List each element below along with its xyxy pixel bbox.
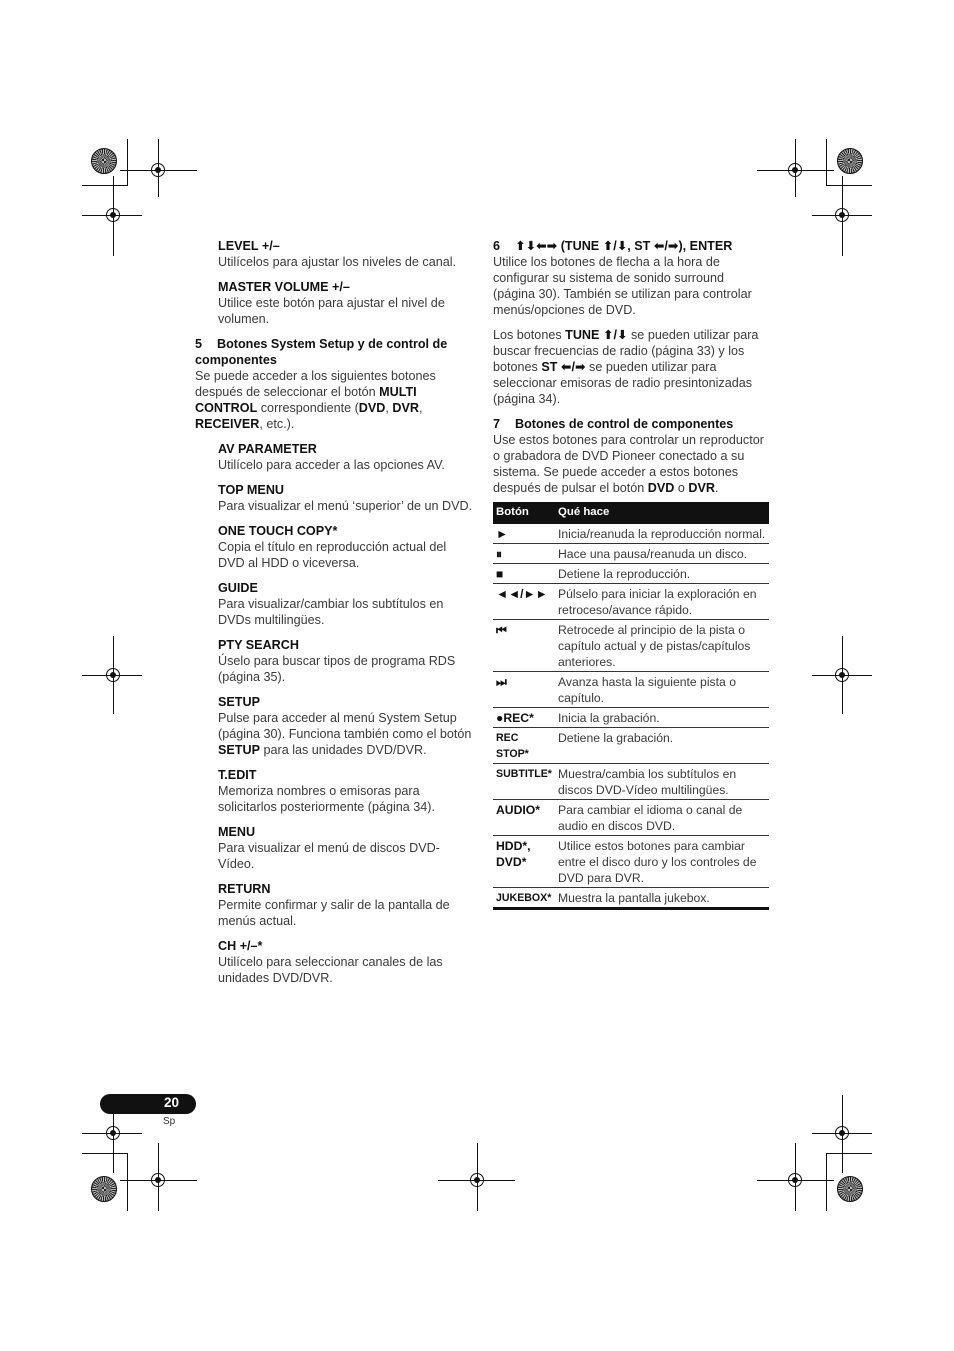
item-desc: Utilícelo para seleccionar canales de las unidades DVD/DVR. bbox=[218, 955, 443, 985]
item-desc: Utilícelos para ajustar los niveles de canal. bbox=[218, 255, 457, 269]
registration-target-icon bbox=[151, 163, 165, 177]
item-desc: Copia el título en reproducción actual del DVD al HDD o viceversa. bbox=[218, 540, 447, 570]
page-number: 20 bbox=[163, 1095, 179, 1110]
text: Use estos botones para controlar un reproductor o grabadora de DVD Pioneer conectado a su sistema. Se puede acceder a estos botones después de pulsar el botón bbox=[493, 433, 764, 495]
section-7-heading bbox=[493, 416, 769, 432]
item-desc: Para visualizar el menú de discos DVD-Vídeo. bbox=[218, 841, 440, 871]
button-key: ■ bbox=[493, 564, 555, 584]
text: o bbox=[674, 481, 689, 495]
item-level bbox=[218, 238, 473, 270]
item-title: SETUP bbox=[218, 695, 260, 709]
item-desc: Para visualizar/cambiar los subtítulos en DVDs multilingües. bbox=[218, 597, 444, 627]
button-name: TUNE ⬆/⬇ bbox=[565, 328, 628, 342]
button-name: DVD bbox=[358, 401, 386, 415]
item-title: LEVEL +/– bbox=[218, 239, 280, 253]
button-name: DVR bbox=[688, 481, 715, 495]
button-key: REC STOP* bbox=[493, 728, 555, 764]
item-title: GUIDE bbox=[218, 581, 258, 595]
button-name: ST ⬅/➡ bbox=[541, 360, 586, 374]
text: para las unidades DVD/DVR. bbox=[260, 743, 427, 757]
left-column bbox=[195, 238, 473, 995]
button-function: Detiene la reproducción. bbox=[555, 564, 769, 584]
registration-target-icon bbox=[788, 1173, 802, 1187]
button-function: Muestra la pantalla jukebox. bbox=[555, 888, 769, 909]
button-key: JUKEBOX* bbox=[493, 888, 555, 909]
item-desc bbox=[218, 710, 473, 758]
section-5-heading bbox=[195, 336, 473, 368]
table-row bbox=[493, 620, 769, 672]
button-name: MULTI CONTROL bbox=[195, 385, 417, 415]
button-key: ⏭ bbox=[493, 672, 555, 708]
button-function: Detiene la grabación. bbox=[555, 728, 769, 764]
button-key: ⏮ bbox=[493, 620, 555, 672]
registration-disc-icon bbox=[837, 1176, 863, 1202]
registration-target-icon bbox=[151, 1173, 165, 1187]
button-function: Muestra/cambia los subtítulos en discos DVD-Vídeo multilingües. bbox=[555, 764, 769, 800]
text: se pueden utilizar para buscar frecuencias de radio (página 33) y los botones bbox=[493, 328, 759, 374]
button-function: Hace una pausa/reanuda un disco. bbox=[555, 544, 769, 564]
section-6-para-1: Utilice los botones de flecha a la hora de configurar su sistema de sonido surround (página 30). También se utilizan para controlar menús/opciones de DVD. bbox=[493, 255, 752, 317]
text: correspondiente ( bbox=[257, 401, 359, 415]
button-name: DVR bbox=[392, 401, 419, 415]
button-name: RECEIVER bbox=[195, 417, 260, 431]
section-6-heading bbox=[493, 238, 769, 254]
section-6-para-2 bbox=[493, 327, 769, 407]
item-title: T.EDIT bbox=[218, 768, 257, 782]
text: , bbox=[385, 401, 393, 415]
text: se pueden utilizar para seleccionar emisoras de radio presintonizadas (página 34). bbox=[493, 360, 753, 406]
table-row bbox=[493, 584, 769, 620]
item-title: CH +/–* bbox=[218, 939, 263, 953]
button-name: SETUP bbox=[218, 743, 260, 757]
item-t-edit bbox=[218, 767, 473, 815]
item-guide bbox=[218, 580, 473, 628]
button-key: ◄◄/►► bbox=[493, 584, 555, 620]
registration-target-icon bbox=[788, 163, 802, 177]
table-header: Qué hace bbox=[555, 502, 769, 524]
item-one-touch-copy bbox=[218, 523, 473, 571]
registration-target-icon bbox=[835, 1126, 849, 1140]
item-menu bbox=[218, 824, 473, 872]
table-row bbox=[493, 764, 769, 800]
table-row bbox=[493, 800, 769, 836]
registration-target-icon bbox=[835, 208, 849, 222]
table-row bbox=[493, 524, 769, 544]
item-title: MASTER VOLUME +/– bbox=[218, 280, 350, 294]
section-title: ⬆⬇⬅➡ (TUNE ⬆/⬇, ST ⬅/➡), ENTER bbox=[515, 239, 733, 253]
right-column bbox=[493, 238, 769, 910]
table-row bbox=[493, 708, 769, 728]
text: Los botones bbox=[493, 328, 566, 342]
section-5-intro bbox=[195, 368, 473, 432]
item-ch bbox=[218, 938, 473, 986]
table-row bbox=[493, 544, 769, 564]
registration-disc-icon bbox=[91, 148, 117, 174]
section-title: Botones System Setup y de control de componentes bbox=[195, 337, 448, 367]
item-title: ONE TOUCH COPY* bbox=[218, 524, 338, 538]
item-top-menu bbox=[218, 482, 473, 514]
registration-target-icon bbox=[835, 668, 849, 682]
text: Pulse para acceder al menú System Setup (página 30). Funciona también como el botón bbox=[218, 711, 472, 741]
table-header-row bbox=[493, 502, 769, 524]
item-master-volume bbox=[218, 279, 473, 327]
button-key: ●REC* bbox=[493, 708, 555, 728]
table-row bbox=[493, 836, 769, 888]
button-key: SUBTITLE* bbox=[493, 764, 555, 800]
button-key: HDD*, DVD* bbox=[493, 836, 555, 888]
button-key: ⏸ bbox=[493, 544, 555, 564]
registration-disc-icon bbox=[91, 1176, 117, 1202]
button-function: Para cambiar el idioma o canal de audio en discos DVD. bbox=[555, 800, 769, 836]
item-pty-search bbox=[218, 637, 473, 685]
item-return bbox=[218, 881, 473, 929]
item-title: PTY SEARCH bbox=[218, 638, 299, 652]
item-desc: Utilícelo para acceder a las opciones AV. bbox=[218, 458, 445, 472]
page-number-badge bbox=[100, 1094, 196, 1114]
item-title: RETURN bbox=[218, 882, 271, 896]
section-number: 6 bbox=[493, 239, 501, 253]
button-function: Avanza hasta la siguiente pista o capítulo. bbox=[555, 672, 769, 708]
item-setup bbox=[218, 694, 473, 758]
item-desc: Permite confirmar y salir de la pantalla de menús actual. bbox=[218, 898, 450, 928]
button-function: Púlselo para iniciar la exploración en retroceso/avance rápido. bbox=[555, 584, 769, 620]
section-number: 5 bbox=[195, 337, 203, 351]
item-title: MENU bbox=[218, 825, 256, 839]
button-function: Inicia la grabación. bbox=[555, 708, 769, 728]
text: , etc.). bbox=[259, 417, 295, 431]
item-title: TOP MENU bbox=[218, 483, 285, 497]
section-number: 7 bbox=[493, 417, 501, 431]
item-desc: Utilice este botón para ajustar el nivel de volumen. bbox=[218, 296, 445, 326]
text: . bbox=[714, 481, 719, 495]
button-function: Inicia/reanuda la reproducción normal. bbox=[555, 524, 769, 544]
item-desc: Memoriza nombres o emisoras para solicitarlos posteriormente (página 34). bbox=[218, 784, 435, 814]
registration-target-icon bbox=[106, 208, 120, 222]
button-function: Utilice estos botones para cambiar entre el disco duro y los controles de DVD para DVR. bbox=[555, 836, 769, 888]
button-name: DVD bbox=[647, 481, 675, 495]
page-language: Sp bbox=[163, 1116, 176, 1127]
item-title: AV PARAMETER bbox=[218, 442, 317, 456]
button-function: Retrocede al principio de la pista o capítulo actual y de pistas/capítulos anteriores. bbox=[555, 620, 769, 672]
item-desc: Para visualizar el menú ‘superior’ de un DVD. bbox=[218, 499, 473, 513]
table-header: Botón bbox=[493, 502, 555, 524]
registration-target-icon bbox=[470, 1173, 484, 1187]
section-title: Botones de control de componentes bbox=[515, 417, 734, 431]
section-7-para bbox=[493, 432, 769, 496]
button-key: ► bbox=[493, 524, 555, 544]
table-row bbox=[493, 564, 769, 584]
text: , bbox=[418, 401, 423, 415]
table-row bbox=[493, 888, 769, 909]
button-key: AUDIO* bbox=[493, 800, 555, 836]
item-av-parameter bbox=[218, 441, 473, 473]
text: Se puede acceder a los siguientes botones después de seleccionar el botón bbox=[195, 369, 436, 399]
table-row bbox=[493, 672, 769, 708]
registration-target-icon bbox=[106, 668, 120, 682]
registration-target-icon bbox=[106, 1126, 120, 1140]
component-controls-table bbox=[493, 502, 769, 910]
registration-disc-icon bbox=[837, 148, 863, 174]
table-row bbox=[493, 728, 769, 764]
item-desc: Úselo para buscar tipos de programa RDS (página 35). bbox=[218, 654, 456, 684]
